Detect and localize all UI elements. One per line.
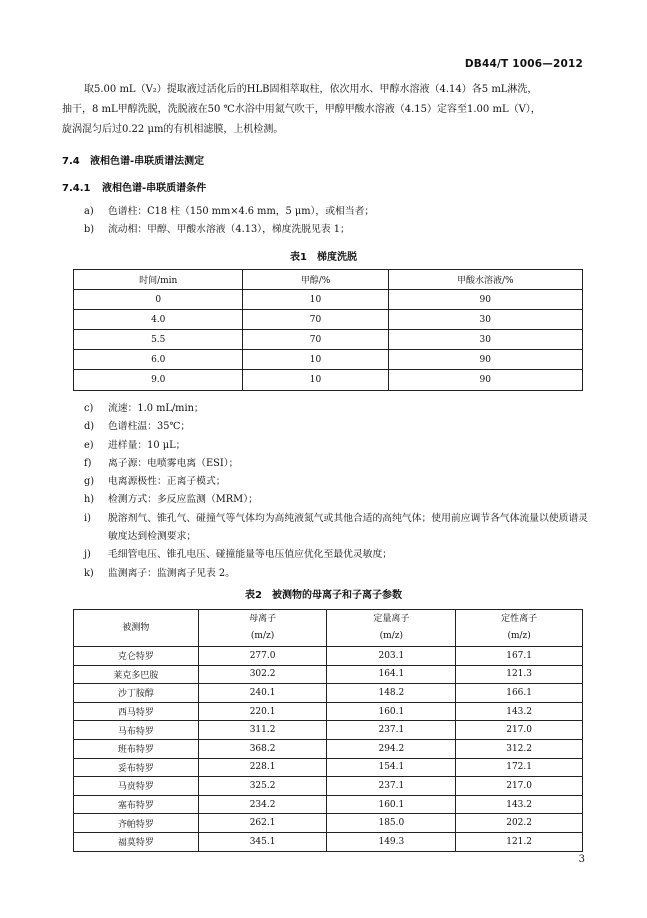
intro-paragraph	[62, 80, 592, 140]
list-item: c) 流速：1.0 mL/min；	[84, 403, 204, 414]
ion-parameters-table	[73, 609, 583, 852]
table-cell: 240.1	[198, 684, 327, 703]
table-cell: 202.2	[456, 814, 583, 833]
table-row	[74, 647, 583, 666]
table-cell: 30	[388, 310, 582, 330]
table-cell: 167.1	[456, 647, 583, 666]
table-cell: 160.1	[327, 702, 456, 721]
table-row	[74, 684, 583, 703]
table-row	[74, 350, 583, 370]
table-header-row	[74, 610, 583, 647]
table-cell: 368.2	[198, 739, 327, 758]
table-cell: 90	[388, 370, 582, 390]
column-header: 定性离子 (m/z)	[456, 610, 583, 647]
table-cell: 143.2	[456, 702, 583, 721]
table-cell: 154.1	[327, 758, 456, 777]
list-item: b) 流动相：甲醇、甲酸水溶液（4.13），梯度洗脱见表 1；	[84, 224, 350, 236]
table-cell: 217.0	[456, 777, 583, 796]
column-header: 甲醇/%	[243, 270, 388, 290]
table-cell: 294.2	[327, 739, 456, 758]
table-cell: 220.1	[198, 702, 327, 721]
table-row	[74, 832, 583, 851]
section-heading: 7.4 液相色谱-串联质谱法测定	[62, 156, 205, 167]
subsection-heading: 7.4.1 液相色谱-串联质谱条件	[62, 183, 207, 194]
table-cell: 164.1	[327, 665, 456, 684]
table-cell: 5.5	[74, 330, 243, 350]
table-cell: 237.1	[327, 721, 456, 740]
table-cell: 0	[74, 290, 243, 310]
table-cell: 90	[388, 350, 582, 370]
analyte-name: 克仑特罗	[74, 647, 199, 666]
table-cell: 4.0	[74, 310, 243, 330]
table-cell: 345.1	[198, 832, 327, 851]
table-cell: 166.1	[456, 684, 583, 703]
table-cell: 121.3	[456, 665, 583, 684]
list-item: k) 监测离子：监测离子见表 2。	[84, 567, 235, 579]
table-cell: 10	[243, 290, 388, 310]
table-cell: 10	[243, 370, 388, 390]
analyte-name: 马贲特罗	[74, 777, 199, 796]
table-cell: 312.2	[456, 739, 583, 758]
analyte-name: 班布特罗	[74, 739, 199, 758]
gradient-table	[73, 269, 583, 391]
table-cell: 237.1	[327, 777, 456, 796]
table-cell: 9.0	[74, 370, 243, 390]
table-cell: 160.1	[327, 795, 456, 814]
table-row	[74, 665, 583, 684]
table-row	[74, 721, 583, 740]
table-row	[74, 795, 583, 814]
table-cell: 277.0	[198, 647, 327, 666]
table-cell: 90	[388, 290, 582, 310]
table-cell: 10	[243, 350, 388, 370]
column-header: 母离子 (m/z)	[198, 610, 327, 647]
analyte-name: 沙丁胺醇	[74, 684, 199, 703]
table-cell: 30	[388, 330, 582, 350]
table-header-row	[74, 270, 583, 290]
list-item: a) 色谱柱：C18 柱（150 mm×4.6 mm，5 μm），或相当者；	[84, 206, 375, 217]
table-row	[74, 758, 583, 777]
table-cell: 6.0	[74, 350, 243, 370]
conditions-list-a	[84, 203, 594, 240]
list-item: i) 脱溶剂气、锥孔气、碰撞气等气体均为高纯液氮气或其他合适的高纯气体；使用前应调节各气体流量以使质谱灵敏度达到检测要求；	[84, 512, 589, 543]
table-cell: 172.1	[456, 758, 583, 777]
table-cell: 70	[243, 310, 388, 330]
analyte-name: 莱克多巴胺	[74, 665, 199, 684]
table-cell: 149.3	[327, 832, 456, 851]
intro-line: 旋涡混匀后过0.22 μm的有机相滤膜，上机检测。	[62, 124, 284, 135]
table-cell: 262.1	[198, 814, 327, 833]
table-cell: 143.2	[456, 795, 583, 814]
table-cell: 70	[243, 330, 388, 350]
list-item: e) 进样量：10 μL；	[84, 439, 186, 451]
table-row	[74, 310, 583, 330]
column-header: 定量离子 (m/z)	[327, 610, 456, 647]
table2-caption: 表2 被测物的母离子和子离子参数	[245, 590, 402, 601]
list-item: j) 毛细管电压、锥孔电压、碰撞能量等电压值应优化至最优灵敏度；	[84, 549, 393, 561]
table-cell: 203.1	[327, 647, 456, 666]
list-item: h) 检测方式：多反应监测（MRM）；	[84, 494, 258, 506]
list-item: d) 色谱柱温：35℃；	[84, 421, 191, 433]
intro-line: 取5.00 mL（V₂）提取液过活化后的HLB固相萃取柱，依次用水、甲醇水溶液（4.14）各5 mL淋洗，	[84, 84, 538, 95]
table-cell: 185.0	[327, 814, 456, 833]
analyte-name: 马布特罗	[74, 721, 199, 740]
document-id: DB44/T 1006—2012	[464, 58, 583, 70]
analyte-name: 福莫特罗	[74, 832, 199, 851]
column-header: 甲酸水溶液/%	[388, 270, 582, 290]
analyte-name: 妥布特罗	[74, 758, 199, 777]
table-row	[74, 290, 583, 310]
table-cell: 228.1	[198, 758, 327, 777]
table-row	[74, 370, 583, 390]
conditions-list-b	[84, 400, 594, 583]
table-cell: 325.2	[198, 777, 327, 796]
table-row	[74, 330, 583, 350]
table-cell: 121.2	[456, 832, 583, 851]
table-row	[74, 739, 583, 758]
column-header: 时间/min	[74, 270, 243, 290]
page-number: 3	[578, 854, 585, 865]
intro-line: 抽干，8 mL甲醇洗脱，洗脱液在50 ℃水浴中用氮气吹干，甲醇甲酸水溶液（4.15）定容至1.00 mL（V），	[62, 104, 541, 115]
table-row	[74, 777, 583, 796]
table-row	[74, 814, 583, 833]
table-cell: 234.2	[198, 795, 327, 814]
table-cell: 311.2	[198, 721, 327, 740]
analyte-name: 西马特罗	[74, 702, 199, 721]
list-item: g) 电离源极性：正离子模式；	[84, 476, 226, 488]
table1-caption: 表1 梯度洗脱	[290, 252, 357, 263]
table-row	[74, 702, 583, 721]
list-item: f) 离子源：电喷雾电离（ESI）；	[84, 457, 239, 469]
analyte-name: 塞布特罗	[74, 795, 199, 814]
table-cell: 217.0	[456, 721, 583, 740]
analyte-name: 齐帕特罗	[74, 814, 199, 833]
table-cell: 148.2	[327, 684, 456, 703]
table-cell: 302.2	[198, 665, 327, 684]
column-header: 被测物	[74, 610, 199, 647]
